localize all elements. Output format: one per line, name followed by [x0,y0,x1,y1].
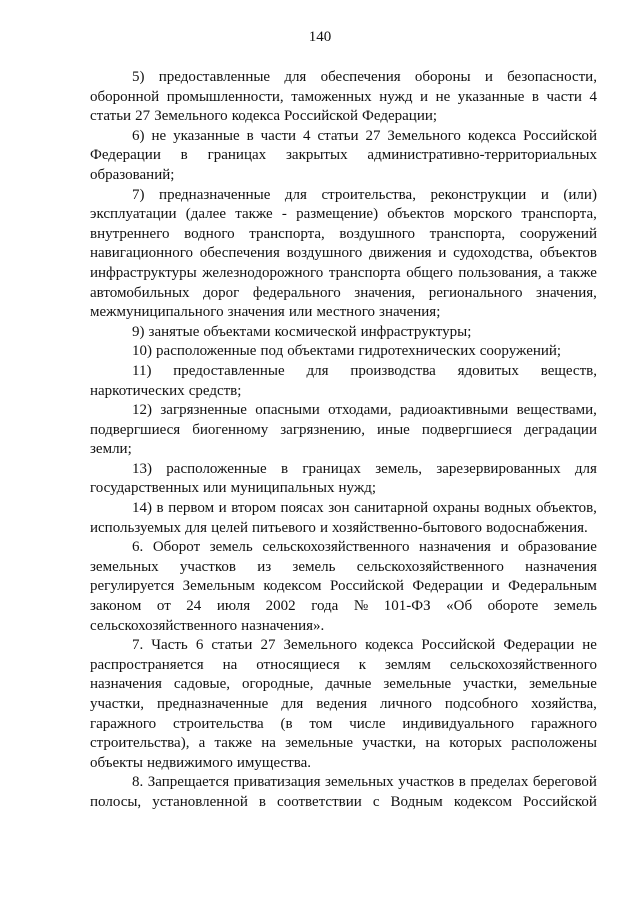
paragraph [90,401,597,460]
text-line: межмуниципального значения или местного значения; [90,304,441,321]
text-line: статьи 27 Земельного кодекса Российской Федерации; [90,108,438,125]
paragraph [90,636,597,773]
text-line: эксплуатации (далее также - размещение) объектов морского транспорта, [90,206,597,223]
text-line: 14) в первом и втором поясах зон санитарной охраны водных объектов, [132,500,597,517]
text-line: инфраструктуры железнодорожного транспорта общего пользования, а также [90,264,597,281]
text-line: автомобильных дорог федерального значения, регионального значения, [90,284,597,301]
text-line: 5) предоставленные для обеспечения обороны и безопасности, [132,69,597,85]
text-line: участки, предназначенные для ведения личного подсобного хозяйства, [90,696,597,712]
text-line: законом от 24 июля 2002 года № 101-ФЗ «Об обороте земель [90,598,597,615]
paragraph [90,323,597,343]
text-line: 7. Часть 6 статьи 27 Земельного кодекса Российской Федерации не [132,637,597,654]
text-line: 13) расположенные в границах земель, зарезервированных для [132,460,597,477]
page-number: 140 [308,29,332,45]
text-line: государственных или муниципальных нужд; [90,480,377,497]
text-line: наркотических средств; [90,382,242,399]
text-line: 12) загрязненные опасными отходами, радиоактивными веществами, [132,402,597,419]
paragraph [90,68,597,127]
paragraph [90,538,597,636]
text-line: оборонной промышленности, таможенных нужд и не указанные в части 4 [90,88,597,105]
text-line: полосы, установленной в соответствии с Водным кодексом Российской [90,793,597,810]
text-line: назначения садовые, огородные, дачные земельные участки, земельные [90,676,597,693]
text-line: 10) расположенные под объектами гидротехнических сооружений; [132,343,562,360]
paragraph [90,362,597,401]
text-line: образований; [90,166,175,183]
text-line: используемых для целей питьевого и хозяйственно-бытового водоснабжения. [90,519,588,536]
text-line: 7) предназначенные для строительства, реконструкции и (или) [132,186,597,203]
text-line: сельскохозяйственного назначения». [90,617,325,634]
text-line: объекты недвижимого имущества. [90,754,312,771]
text-line: распространяется на относящиеся к землям сельскохозяйственного [90,656,597,673]
text-line: земельных участков из земель сельскохозяйственного назначения [90,558,597,575]
text-line: гаражного строительства (в том числе индивидуального гаражного [90,715,597,732]
text-line: регулируется Земельным кодексом Российской Федерации и Федеральным [90,578,597,595]
paragraph [90,499,597,538]
paragraph [90,460,597,499]
paragraph [90,186,597,323]
text-line: земли; [90,441,132,458]
text-line: 6. Оборот земель сельскохозяйственного назначения и образование [132,539,597,556]
text-line: 9) занятые объектами космической инфраструктуры; [132,323,472,340]
body-text [90,68,597,813]
paragraph [90,773,597,812]
text-line: строительства), а также на земельные участки, на которых расположены [90,735,597,752]
text-line: 6) не указанные в части 4 статьи 27 Земельного кодекса Российской [132,127,597,144]
text-line: навигационного обеспечения воздушного движения и судоходства, объектов [90,245,597,262]
text-line: 8. Запрещается приватизация земельных участков в пределах береговой [132,774,597,791]
paragraph [90,127,597,186]
text-line: подвергшиеся биогенному загрязнению, иные подвергшиеся деградации [90,421,597,438]
text-line: 11) предоставленные для производства ядовитых веществ, [132,362,597,379]
paragraph [90,342,597,362]
text-line: внутреннего водного транспорта, воздушного транспорта, сооружений [90,225,597,242]
text-line: Федерации в границах закрытых административно-территориальных [90,147,597,164]
